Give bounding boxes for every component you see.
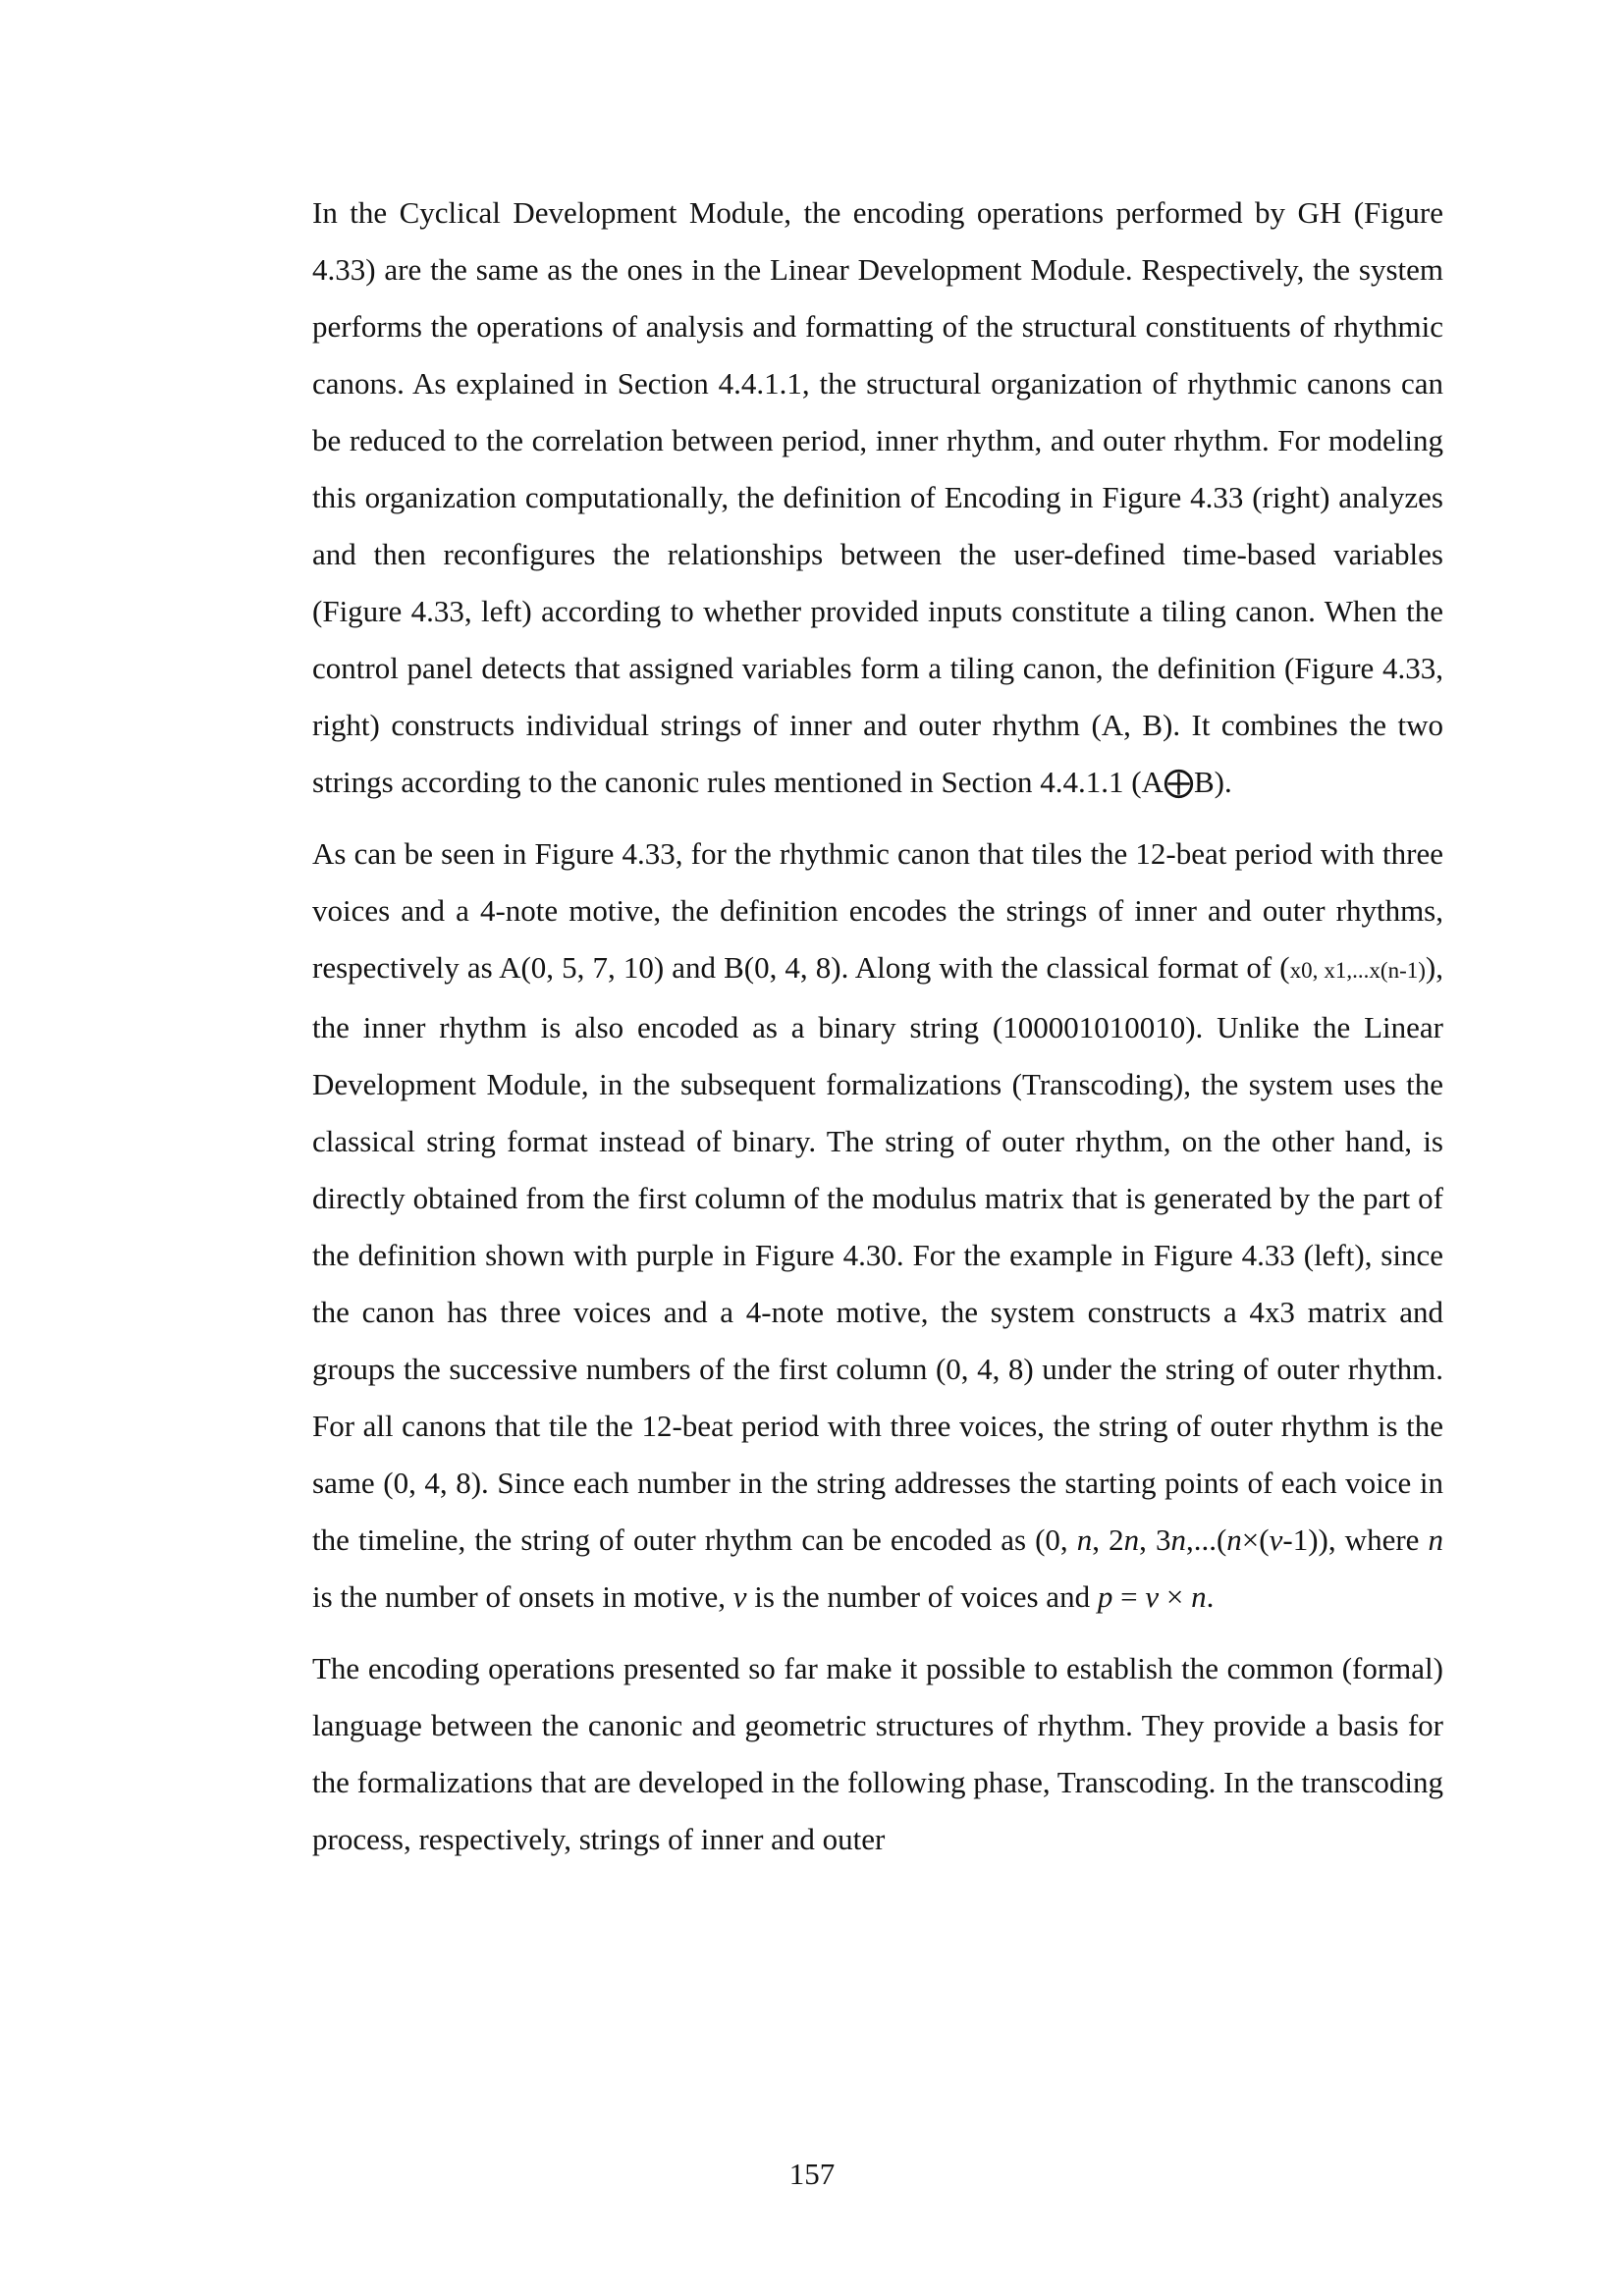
text-run: -1)), where [1282, 1522, 1429, 1557]
math-variable: n [1170, 1522, 1186, 1557]
math-variable: v [1145, 1579, 1160, 1614]
math-variable: v [732, 1579, 747, 1614]
text-run: ×( [1241, 1522, 1270, 1557]
math-variable: v [1269, 1522, 1283, 1557]
text-run: , 3 [1139, 1522, 1171, 1557]
text-run: , 2 [1092, 1522, 1124, 1557]
text-run: As can be seen in Figure 4.33, for the rhythmic canon that tiles the 12-beat period with three voices and a 4-note motive, the definition encodes the strings of inner and outer rhythms, respectively as A(0, 5, 7, 10) and B(0, 4, 8). Along with the classical format of ( [312, 836, 1443, 985]
text-run: The encoding operations presented so far make it possible to establish the common (formal) language between the canonic and geometric structures of rhythm. They provide a basis for the formalizations that are developed in the following phase, Transcoding. In the transcoding process, respectively, strings of inner and outer [312, 1651, 1443, 1856]
text-run: In the Cyclical Development Module, the encoding operations performed by GH (Figure 4.33) are the same as the ones in the Linear Development Module. Respectively, the system performs the operations of analysis and formatting of the structural constituents of rhythmic canons. As explained in Section 4.4.1.1, the structural organization of rhythmic canons can be reduced to the correlation between period, inner rhythm, and outer rhythm. For modeling this organization computationally, the definition of Encoding in Figure 4.33 (right) analyzes and then reconfigures the relationships between the user-defined time-based variables (Figure 4.33, left) according to whether provided inputs constitute a tiling canon. When the control panel detects that assigned variables form a tiling canon, the definition (Figure 4.33, right) constructs individual strings of inner and outer rhythm (A, B). It combines the two strings according to the canonic rules mentioned in Section 4.4.1.1 (A⨁B). [312, 195, 1443, 799]
text-run: × [1159, 1579, 1192, 1614]
paragraph-2 [312, 826, 1443, 1626]
text-run: is the number of onsets in motive, [312, 1579, 733, 1614]
paragraph-3 [312, 1640, 1443, 1868]
text-run: . [1206, 1579, 1215, 1614]
math-variable: n [1076, 1522, 1093, 1557]
text-run: ), the inner rhythm is also encoded as a binary string (100001010010). Unlike the Linear Development Module, in the subsequent formalizations (Transcoding), the system uses the classical string format instead of binary. The string of outer rhythm, on the other hand, is directly obtained from the first column of the modulus matrix that is generated by the part of the definition shown with purple in Figure 4.30. For the example in Figure 4.33 (left), since the canon has three voices and a 4-note motive, the system constructs a 4x3 matrix and groups the successive numbers of the first column (0, 4, 8) under the string of outer rhythm. For all canons that tile the 12-beat period with three voices, the string of outer rhythm is the same (0, 4, 8). Since each number in the string addresses the starting points of each voice in the timeline, the string of outer rhythm can be encoded as (0, [312, 950, 1443, 1557]
math-variable: n [1226, 1522, 1242, 1557]
text-run: is the number of voices and [746, 1579, 1098, 1614]
page-number: 157 [788, 2157, 836, 2191]
math-variable: n [1123, 1522, 1140, 1557]
paragraph-1 [312, 185, 1443, 811]
math-variable: n [1191, 1579, 1207, 1614]
math-variable: n [1428, 1522, 1444, 1557]
page-body [312, 185, 1443, 1868]
math-variable: p [1097, 1579, 1113, 1614]
inline-notation: x0, x1,...x(n-1) [1289, 958, 1426, 983]
text-run: = [1112, 1579, 1146, 1614]
text-run: ,...( [1185, 1522, 1227, 1557]
